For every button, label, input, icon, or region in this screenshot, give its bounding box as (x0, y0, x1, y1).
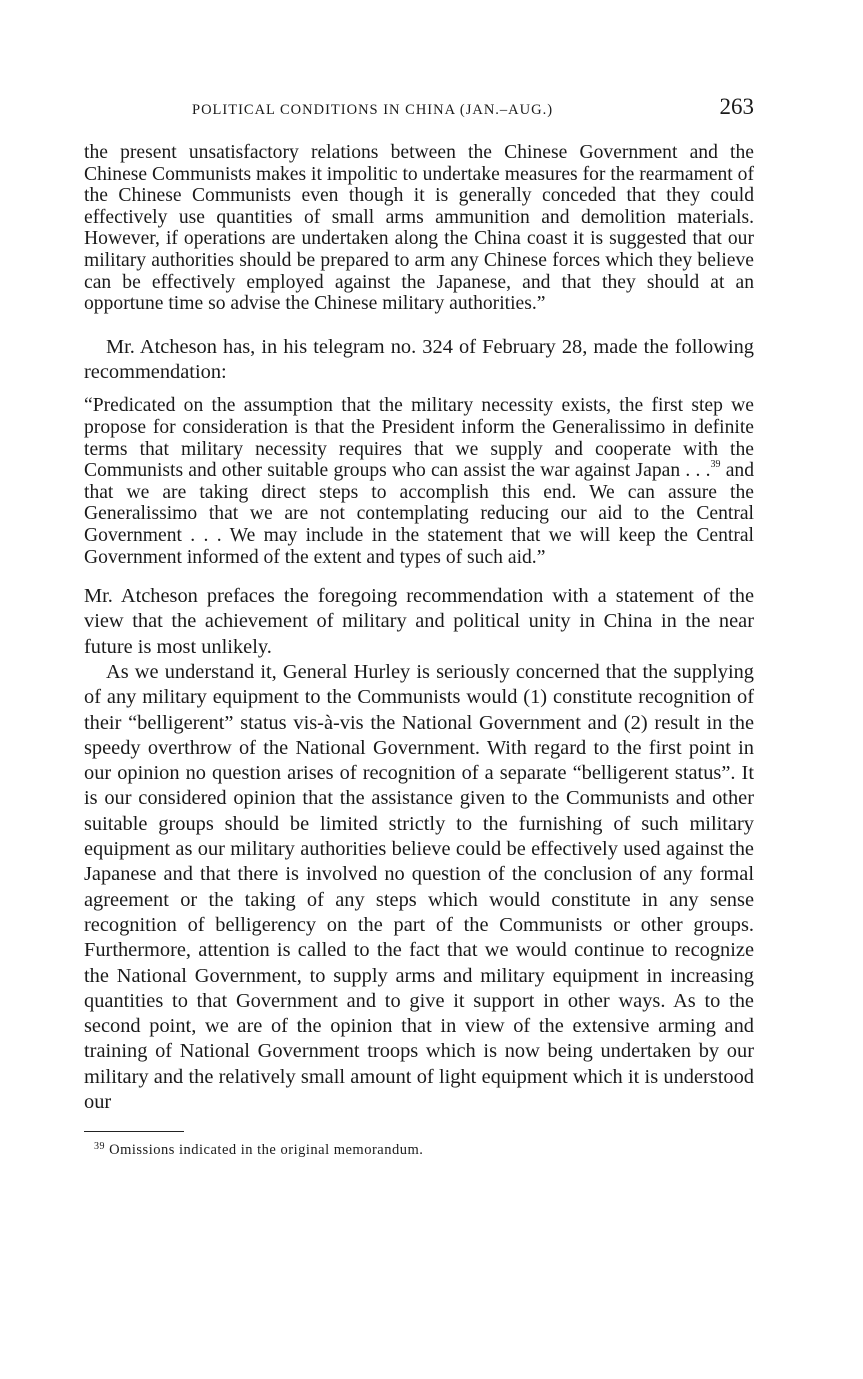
paragraph-hurley-concern: As we understand it, General Hurley is seriously concerned that the supplying of any military equipment to the Communists would (1) constitute recognition of their “belligerent” status vis-à-vis the National Government and (2) result in the speedy overthrow of the National Government. With regard to the first point in our opinion no question arises of recognition of a separate “belligerent status”. It is our considered opinion that the assistance given to the Communists and other suitable groups should be limited strictly to the furnishing of such military equipment as our military authorities believe could be effectively used against the Japanese and that there is involved no question of the conclusion of any formal agreement or the taking of any steps which would constitute in any sense recognition of belligerency on the part of the Communists or other groups. Furthermore, attention is called to the fact that we would continue to recognize the National Government, to supply arms and military equipment in increasing quantities to that Government and to give it support in other ways. As to the second point, we are of the opinion that in view of the extensive arming and training of National Government troops which is now being undertaken by our military and the relatively small amount of light equipment which it is understood our (84, 660, 754, 1114)
quote-text-part-1: “Predicated on the assumption that the military necessity exists, the first step we propose for consideration is that the President inform the Generalissimo in definite terms that military necessity requires that we supply and cooperate with the Communists and other suitable groups who can assist the war against Japan . . . (84, 395, 754, 482)
footnote-reference: 39 (710, 459, 721, 471)
page-number: 263 (719, 94, 754, 119)
paragraph-atcheson-prefaces: Mr. Atcheson prefaces the foregoing recommendation with a statement of the view that the achievement of military and political unity in China in the near future is most unlikely. (84, 585, 754, 658)
page-header (84, 92, 754, 126)
quote-continuation: the present unsatisfactory relations between the Chinese Government and the Chinese Communists makes it impolitic to undertake measures for the rearmament of the Chinese Communists even though it is generally conceded that they could effectively use quantities of small arms ammunition and demolition materials. However, if operations are undertaken along the China coast it is suggested that our military authorities should be prepared to arm any Chinese forces which they believe can be effectively employed against the Japanese, and that they should at an opportune time so advise the Chinese military authorities.” (84, 142, 754, 315)
document-page (84, 92, 754, 1159)
footnote (84, 1142, 754, 1159)
footnote-text: Omissions indicated in the original memorandum. (105, 1142, 424, 1159)
footnote-number: 39 (94, 1141, 105, 1153)
quote-text-part-2: and that we are taking direct steps to accomplish this end. We can assure the Generalissimo that we are not contemplating reducing our aid to the Central Government . . . We may include in the statement that we will keep the Central Government informed of the extent and types of such aid.” (84, 460, 754, 568)
paragraph-atcheson-telegram: Mr. Atcheson has, in his telegram no. 324 of February 28, made the following recommendation: (84, 335, 754, 384)
quote-recommendation (84, 395, 754, 568)
running-head: POLITICAL CONDITIONS IN CHINA (JAN.–AUG.) (192, 102, 554, 118)
footnote-divider (84, 1131, 184, 1132)
